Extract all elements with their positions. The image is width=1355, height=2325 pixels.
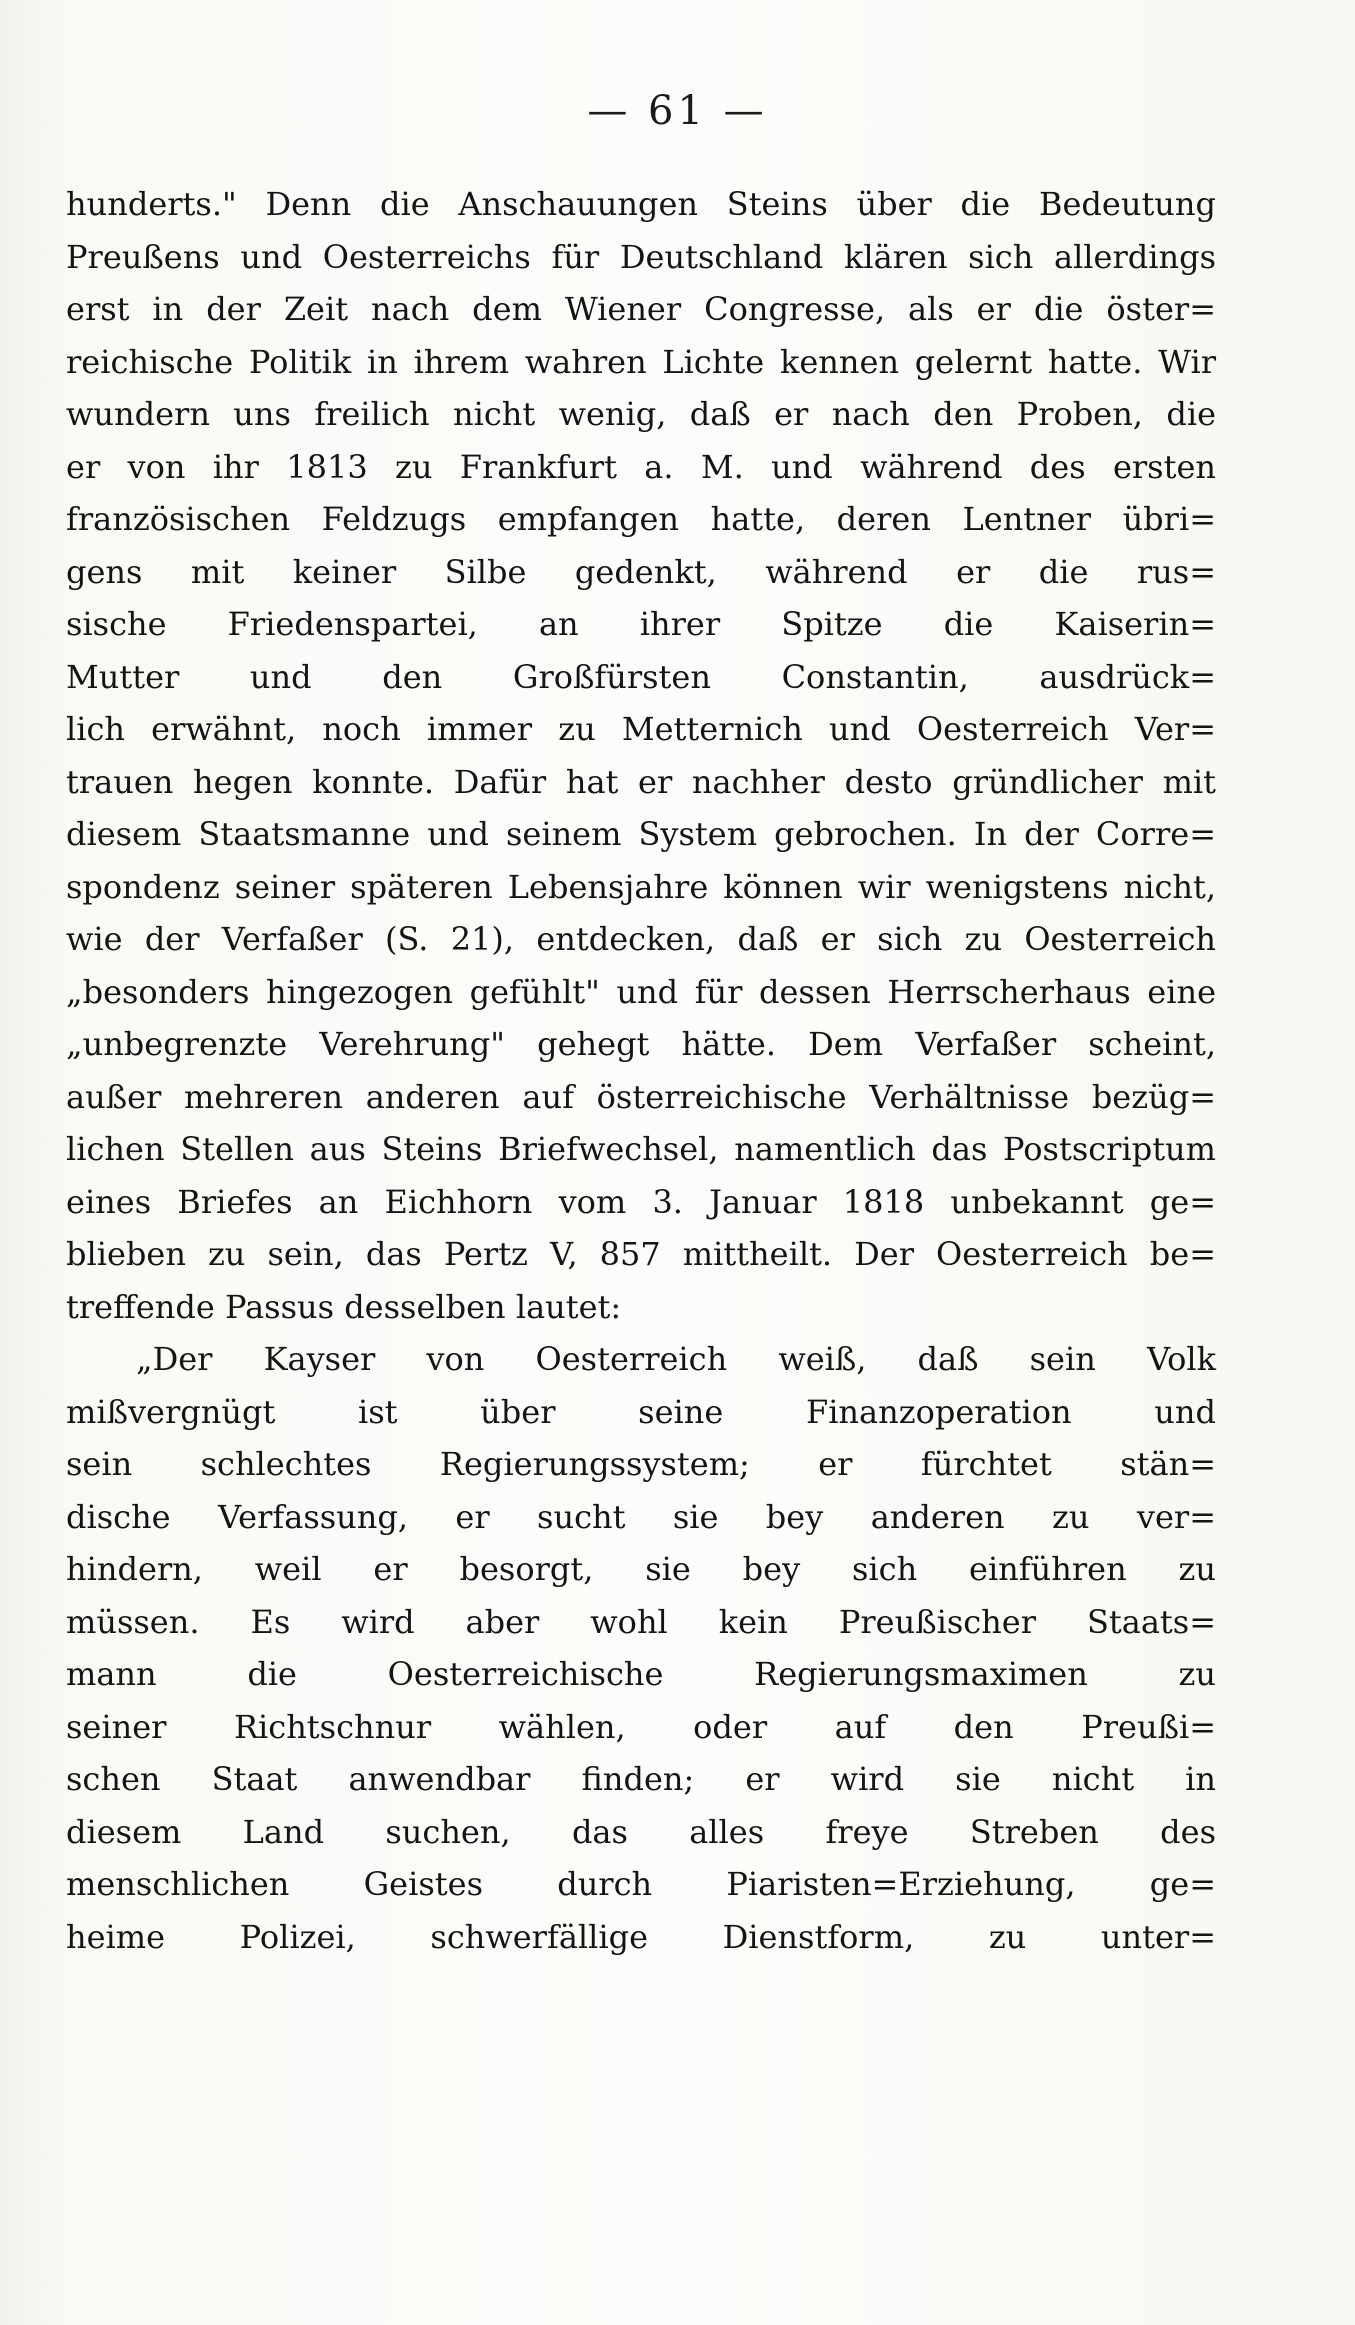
text-line: eines Briefes an Eichhorn vom 3. Januar 1818 unbekannt ge= [66, 1182, 1216, 1221]
text-line: lich erwähnt, noch immer zu Metternich und Oesterreich Ver= [66, 710, 1216, 748]
quote-line: hindern, weil er besorgt, sie bey sich einführen zu [66, 1550, 1216, 1588]
text-line: erst in der Zeit nach dem Wiener Congresse, als er die öster= [66, 290, 1216, 328]
quote-line: menschlichen Geistes durch Piaristen=Erziehung, ge= [66, 1865, 1216, 1903]
text-line: treffende Passus desselben lautet: [66, 1287, 622, 1326]
quote-line: dische Verfassung, er sucht sie bey anderen zu ver= [66, 1497, 1216, 1536]
text-line: Preußens und Oesterreichs für Deutschland klären sich allerdings [66, 237, 1216, 276]
text-line: er von ihr 1813 zu Frankfurt a. M. und während des ersten [66, 447, 1216, 486]
text-line: außer mehreren anderen auf österreichische Verhältnisse bezüg= [66, 1077, 1216, 1116]
text-line: „besonders hingezogen gefühlt" und für dessen Herrscherhaus eine [66, 972, 1216, 1011]
quote-line: seiner Richtschnur wählen, oder auf den Preußi= [66, 1707, 1216, 1746]
quote-line: müssen. Es wird aber wohl kein Preußischer Staats= [66, 1602, 1216, 1641]
quote-line: heime Polizei, schwerfällige Dienstform, zu unter= [66, 1917, 1216, 1956]
quote-line: schen Staat anwendbar finden; er wird sie nicht in [66, 1760, 1216, 1798]
text-line: reichische Politik in ihrem wahren Lichte kennen gelernt hatte. Wir [66, 342, 1216, 381]
page-number: — 61 — [587, 88, 768, 134]
text-line: sische Friedenspartei, an ihrer Spitze die Kaiserin= [66, 605, 1216, 643]
quote-line: diesem Land suchen, das alles freye Streben des [66, 1812, 1216, 1851]
quote-line: mann die Oesterreichische Regierungsmaximen zu [66, 1655, 1216, 1693]
quote-line: mißvergnügt ist über seine Finanzoperation und [66, 1392, 1216, 1431]
quote-line: sein schlechtes Regierungssystem; er fürchtet stän= [66, 1445, 1216, 1483]
text-line: spondenz seiner späteren Lebensjahre können wir wenigstens nicht, [66, 867, 1216, 906]
text-line: wie der Verfaßer (S. 21), entdecken, daß er sich zu Oesterreich [66, 920, 1216, 958]
text-line: französischen Feldzugs empfangen hatte, deren Lentner übri= [66, 500, 1216, 538]
text-line: diesem Staatsmanne und seinem System gebrochen. In der Corre= [66, 815, 1216, 853]
text-line: blieben zu sein, das Pertz V, 857 mittheilt. Der Oesterreich be= [66, 1235, 1216, 1273]
body-text [66, 178, 1216, 1963]
quote-line: „Der Kayser von Oesterreich weiß, daß sein Volk [136, 1340, 1216, 1378]
text-line: hunderts." Denn die Anschauungen Steins über die Bedeutung [66, 185, 1216, 223]
text-line: lichen Stellen aus Steins Briefwechsel, namentlich das Postscriptum [66, 1130, 1216, 1168]
text-line: trauen hegen konnte. Dafür hat er nachher desto gründlicher mit [66, 762, 1216, 801]
text-line: gens mit keiner Silbe gedenkt, während er die rus= [66, 552, 1216, 591]
text-line: Mutter und den Großfürsten Constantin, ausdrück= [66, 657, 1216, 696]
text-line: wundern uns freilich nicht wenig, daß er nach den Proben, die [66, 395, 1216, 433]
text-line: „unbegrenzte Verehrung" gehegt hätte. Dem Verfaßer scheint, [66, 1025, 1216, 1063]
